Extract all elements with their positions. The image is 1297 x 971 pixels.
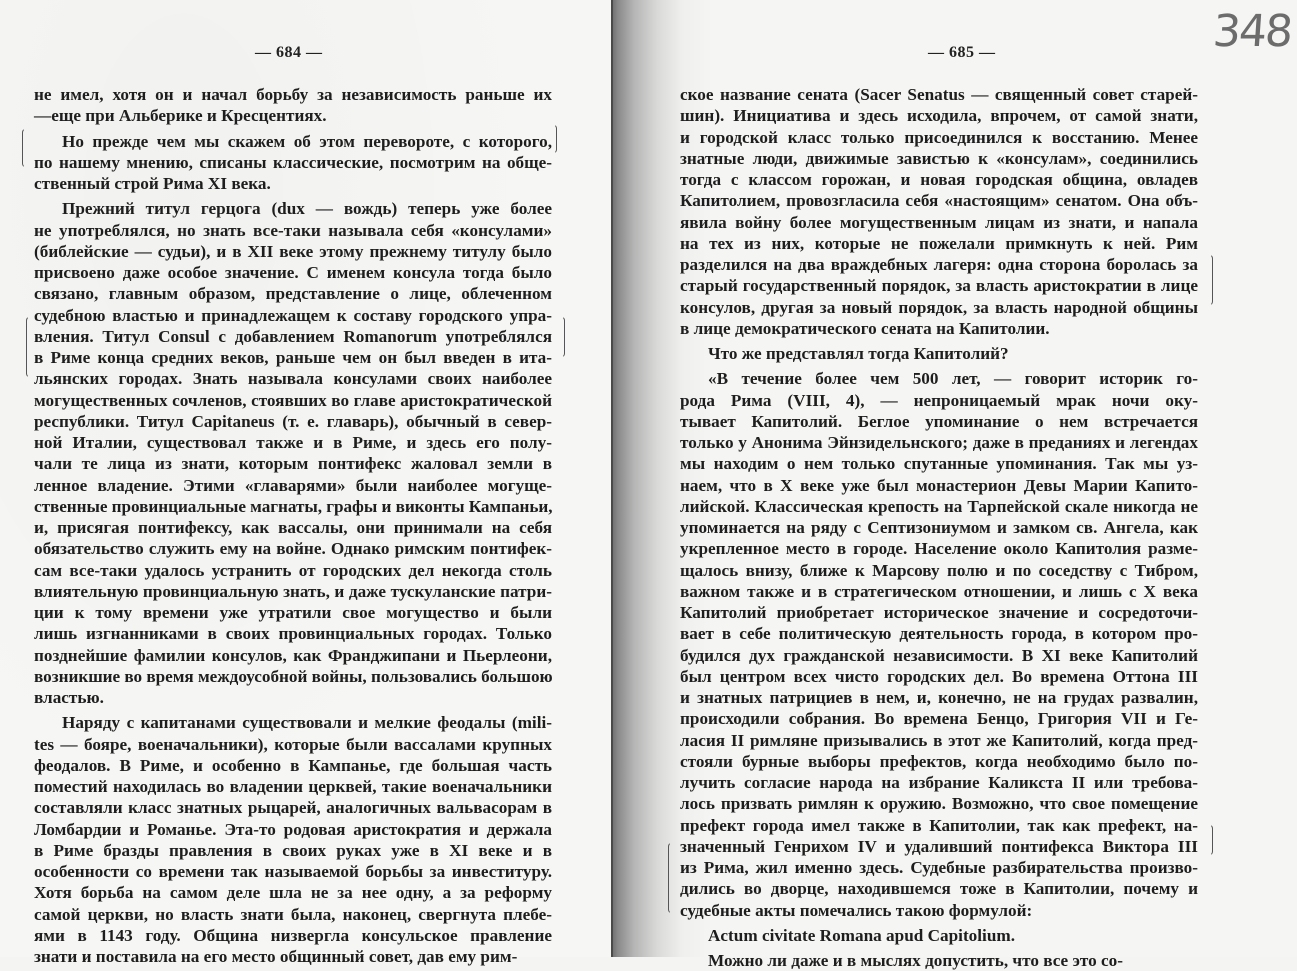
text-line: tes — бояре, военачальники), которые были вассалами крупных bbox=[34, 734, 552, 754]
text-line: возникшие во время междоусобной войны, пользовались большою bbox=[34, 666, 553, 686]
text-line: упоминается на ряду с Септизониумом и замком св. Ангела, как bbox=[680, 518, 1198, 537]
text-line: мы находим о нем только спутанные упоминания. Так мы уз- bbox=[680, 454, 1198, 474]
text-line: был центром всех чисто городских дел. Во времена Оттона III bbox=[680, 666, 1198, 686]
page-number-left: — 684 — bbox=[255, 44, 323, 61]
text-line: ной Италии, существовал также и в Риме, и здесь его полу- bbox=[34, 433, 552, 452]
text-line: происходили собрания. Во времена Бенцо, Григория VII и Ге- bbox=[680, 709, 1198, 729]
text-line: Капитолий приобретает историческое значение и сосредоточи- bbox=[680, 603, 1198, 622]
text-line: дились во дворце, находившемся тоже в Капитолии, почему и bbox=[680, 879, 1198, 899]
text-line: в Риме конца средних веков, раньше чем он был введен в ита- bbox=[34, 348, 552, 367]
text-line: чали те лица из знати, которым понтифекс жаловал земли в bbox=[34, 454, 552, 474]
text-line: префект города имел также в Капитолии, так как префект, на- bbox=[680, 815, 1198, 835]
text-line: и, присягая понтифексу, как вассалы, они принимали на себя bbox=[34, 518, 552, 537]
text-line: по нашему мнению, списаны классические, посмотрим на обще- bbox=[34, 152, 552, 172]
text-line: знатные люди, движимые завистью к «консулам», соединились bbox=[680, 148, 1198, 168]
text-line: судебные акты помечались такою формулой: bbox=[680, 900, 1033, 920]
text-line: Прежний титул герцога (dux — вождь) теперь уже более bbox=[62, 199, 552, 219]
text-line: ями в 1143 году. Община низвергла консульское правление bbox=[34, 925, 552, 945]
text-line: Капитолием, провозгласила себя «настоящим» сенатом. Она объ- bbox=[680, 191, 1198, 211]
book-gutter bbox=[611, 0, 613, 957]
text-line: «В течение более чем 500 лет, — говорит историк го- bbox=[708, 369, 1198, 389]
text-line: консулов, другая за новый порядок, за власть народной общины bbox=[680, 297, 1198, 317]
text-line: укрепленное место в городе. Население около Капитолия разме- bbox=[680, 539, 1198, 559]
text-line: Наряду с капитанами существовали и мелкие феодалы (mili- bbox=[62, 713, 552, 733]
margin-mark bbox=[1204, 254, 1213, 306]
text-line: самой церкви, но власть знати была, наконец, свергнута плебе- bbox=[34, 904, 552, 924]
handwritten-folio-note: 348 bbox=[1211, 6, 1293, 57]
text-line: не имел, хотя он и начал борьбу за независимость раньше их bbox=[34, 85, 552, 104]
text-line: ское название сената (Sacer Senatus — священный совет старей- bbox=[680, 85, 1198, 104]
text-line: наем, что в X веке уже был монастерион Девы Марии Капито- bbox=[680, 475, 1198, 495]
text-line: рода Рима (VIII, 4), — непроницаемый мрак ночи оку- bbox=[680, 390, 1198, 410]
text-line: и городской класс только присоединился к восстанию. Менее bbox=[680, 127, 1198, 147]
text-line: поместий находилась во владении церквей, такие военачальники bbox=[34, 777, 552, 796]
text-line: особенности со времени так называемой борьбы за инвеституру. bbox=[34, 862, 552, 881]
text-line: льянских городах. Знать называла консулами своих наиболее bbox=[34, 369, 552, 389]
text-line: Что же представлял тогда Капитолий? bbox=[708, 344, 1009, 363]
text-line: шин). Инициатива и здесь исходила, впрочем, от самой знати, bbox=[680, 106, 1198, 126]
left-page-text bbox=[34, 84, 552, 967]
text-line: Можно ли даже и в мыслях допустить, что все это со- bbox=[708, 951, 1123, 970]
text-line: лучить согласие народа на избрание Каликста II или требова- bbox=[680, 773, 1198, 792]
text-line: властью. bbox=[34, 688, 104, 707]
text-line: влиятельную провинциальную знать, и даже тускуланские патри- bbox=[34, 581, 552, 601]
text-line: вает в себе политическую деятельность города, в котором про- bbox=[680, 624, 1198, 644]
text-line: Но прежде чем мы скажем об этом перевороте, с которого, bbox=[62, 131, 552, 151]
text-line: знати и поставила на его место общинный совет, дав ему рим- bbox=[34, 947, 518, 966]
text-line: (библейские — судьи), и в XII веке этому прежнему титулу было bbox=[34, 241, 552, 261]
text-line: составляли класс знатных рыцарей, аналогичных вальвасорам в bbox=[34, 798, 552, 818]
text-line: явила войну более могущественным лицам из знати, и напала bbox=[680, 212, 1198, 232]
text-line: будился дух гражданской независимости. В XI веке Капитолий bbox=[680, 645, 1198, 665]
text-line: стояли бурные выборы префектов, когда необходимо было по- bbox=[680, 751, 1198, 771]
text-line: обязательство служить ему на войне. Однако римским понтифек- bbox=[34, 539, 552, 559]
text-line: связано, главным образом, представление о лице, облеченном bbox=[34, 284, 552, 304]
margin-mark bbox=[556, 316, 565, 358]
text-line: Ломбардии и Романье. Эта-то родовая аристократия и держала bbox=[34, 819, 552, 839]
text-line: на тех из них, которые не пожелали примкнуть к ней. Рим bbox=[680, 233, 1198, 253]
text-line: присвоено даже особое значение. С именем консула тогда было bbox=[34, 263, 552, 282]
text-line: разделился на два враждебных лагеря: одна сторона боролась за bbox=[680, 255, 1198, 274]
margin-mark bbox=[22, 128, 31, 168]
text-line: ции к тому времени уже утратили свое могущество и были bbox=[34, 603, 552, 622]
text-line: в лице демократического сената на Капитолии. bbox=[680, 318, 1050, 338]
text-line: в Риме бразды правления в своих руках уже в XI веке и в bbox=[34, 840, 552, 860]
text-line: лийской. Классическая крепость на Тарпейской скале никогда не bbox=[680, 496, 1198, 516]
text-line: лось призвать римлян к оружию. Возможно, что свое помещение bbox=[680, 794, 1198, 814]
text-line: значенный Генрихом IV и удаливший понтифекса Виктора III bbox=[680, 836, 1198, 856]
margin-mark bbox=[1204, 824, 1213, 856]
text-line: ленное владение. Этими «главарями» были наиболее могуще- bbox=[34, 475, 552, 495]
text-line: из Рима, жил именно здесь. Судебные разбирательства произво- bbox=[680, 858, 1198, 877]
text-line: тывает Капитолий. Беглое упоминание о нем встречается bbox=[680, 411, 1198, 431]
text-line: судебною властью и принадлежащем к составу городского упра- bbox=[34, 305, 552, 325]
text-line: ственные провинциальные магнаты, графы и виконты Кампаньи, bbox=[34, 496, 553, 516]
text-line: не употреблялся, но знать все-таки называла себя «консулами» bbox=[34, 220, 552, 240]
text-line: Actum civitate Romana apud Capitolium. bbox=[708, 925, 1015, 945]
text-line: могущественных сочленов, стоявших во главе аристократической bbox=[34, 390, 552, 410]
text-line: Хотя борьба на самом деле шла не за нее одну, а за реформу bbox=[34, 883, 552, 903]
right-page bbox=[612, 0, 1297, 970]
text-line: сам все-таки удалось устранить от городских дел некогда столь bbox=[34, 560, 552, 580]
margin-mark bbox=[668, 842, 677, 914]
page-number-right: — 685 — bbox=[928, 44, 996, 61]
text-line: вления. Титул Consul с добавлением Romanorum употреблялся bbox=[34, 326, 552, 346]
text-line: тогда с классом горожан, и новая городская община, овладев bbox=[680, 170, 1198, 189]
text-line: феодалов. В Риме, и особенно в Кампанье, где большая часть bbox=[34, 755, 552, 775]
text-line: только у Анонима Эйнзидельнского; даже в преданиях и легендах bbox=[680, 433, 1198, 452]
text-line: ласия II римляне призывались в этот же Капитолий, когда пред- bbox=[680, 730, 1198, 750]
text-line: щалось внизу, ближе к Марсову полю и по соседству с Тибром, bbox=[680, 560, 1198, 580]
text-line: позднейшие фамилии консулов, как Франджипани и Пьерлеони, bbox=[34, 645, 552, 665]
text-line: ственный строй Рима XI века. bbox=[34, 174, 271, 193]
text-line: и знатных патрициев в нем, и, конечно, не на грудах развалин, bbox=[680, 688, 1198, 707]
text-line: важном также и в стратегическом отношении, и лишь с X века bbox=[680, 581, 1198, 601]
text-line: лишь изгнанниками в своих провинциальных городах. Только bbox=[34, 624, 552, 644]
text-line: республики. Титул Capitaneus (т. е. главарь), обычный в север- bbox=[34, 411, 552, 431]
right-page-text bbox=[680, 84, 1198, 971]
text-line: старый государственный порядок, за власть аристократии в лице bbox=[680, 276, 1198, 296]
left-page bbox=[0, 0, 612, 966]
text-line: —еще при Альберике и Кресцентиях. bbox=[34, 106, 327, 126]
